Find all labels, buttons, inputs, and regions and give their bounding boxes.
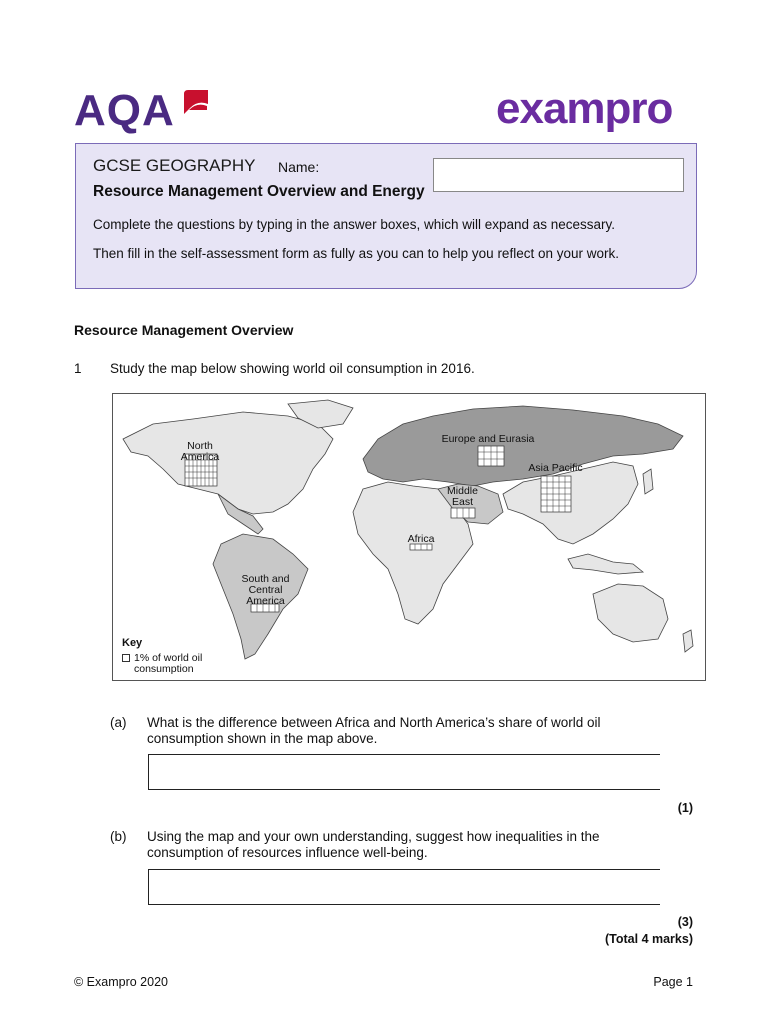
region-label-north-america: North America [180, 440, 220, 463]
page-number: Page 1 [653, 975, 693, 989]
copyright-text: © Exampro 2020 [74, 975, 168, 989]
map-key-text: 1% of world oil consumption [134, 652, 203, 675]
subject-label: GCSE GEOGRAPHY [93, 156, 256, 175]
part-b-text: Using the map and your own understanding, suggest how inequalities in the consumption of resources influence well-being. [147, 829, 600, 860]
region-label-south-central-america: South and Central America [241, 573, 290, 607]
exampro-logo: exampro [496, 84, 673, 133]
map-key-title: Key [122, 637, 143, 649]
region-label-europe-eurasia: Europe and Eurasia [441, 433, 535, 445]
part-b-marks: (3) [677, 915, 693, 929]
worksheet-header [75, 143, 697, 289]
part-a-label: (a) [110, 715, 127, 730]
worksheet-title: Resource Management Overview and Energy [93, 183, 425, 200]
key-square-icon [122, 654, 130, 662]
part-a-text: What is the difference between Africa and North America’s share of world oil consumption shown in the map above. [147, 715, 601, 746]
world-oil-map [112, 393, 706, 681]
region-label-middle-east: Middle East [447, 485, 478, 508]
region-label-africa: Africa [407, 533, 435, 545]
aqa-logo: AQA [74, 86, 175, 135]
part-b-label: (b) [110, 829, 127, 844]
part-a-marks: (1) [677, 801, 693, 815]
instruction-text-2: Then fill in the self-assessment form as fully as you can to help you reflect on your work. [93, 246, 619, 261]
name-label: Name: [278, 159, 320, 175]
region-label-asia-pacific: Asia Pacific [528, 462, 583, 474]
total-marks: (Total 4 marks) [605, 932, 693, 946]
question-number: 1 [74, 361, 82, 376]
instruction-text-1: Complete the questions by typing in the answer boxes, which will expand as necessary. [93, 217, 616, 232]
name-field[interactable] [433, 158, 684, 192]
part-b-answer-box[interactable] [148, 869, 660, 905]
map-key-entry [122, 653, 222, 675]
question-text: Study the map below showing world oil consumption in 2016. [110, 361, 475, 376]
section-heading: Resource Management Overview [74, 322, 294, 338]
aqa-logo-mark-icon [180, 86, 212, 118]
part-a-answer-box[interactable] [148, 754, 660, 790]
